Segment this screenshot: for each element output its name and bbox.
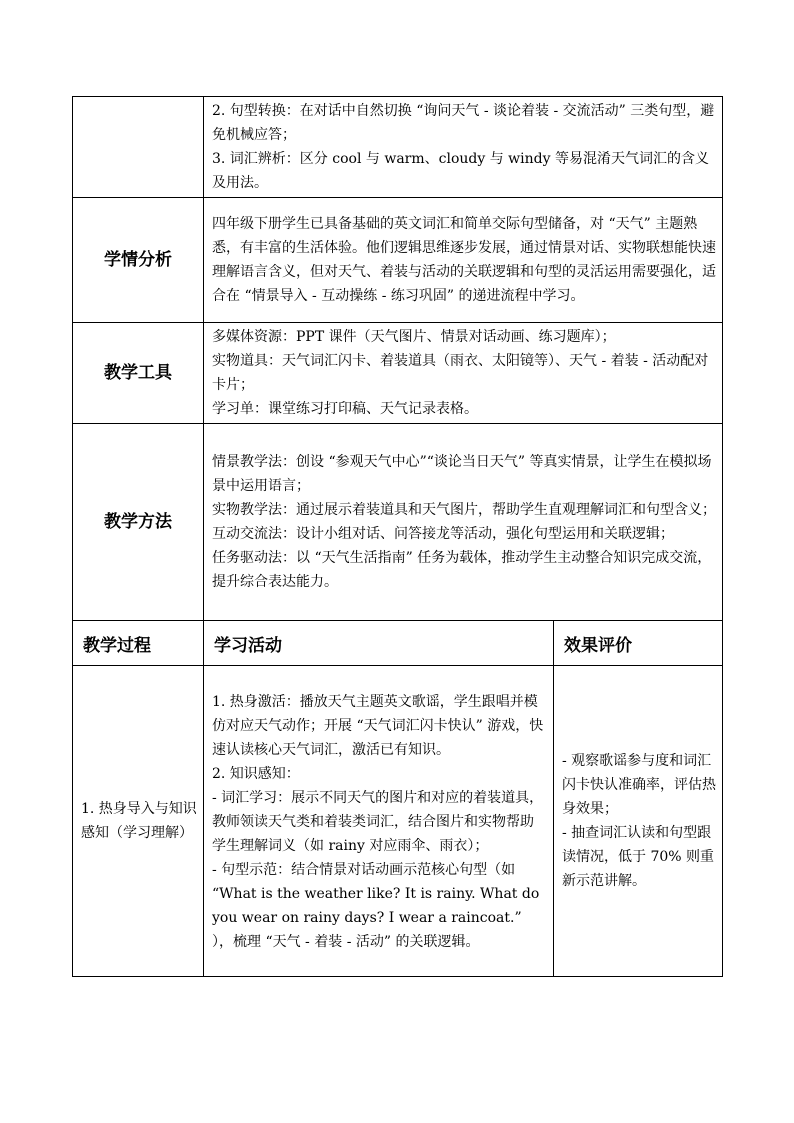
learner-analysis-label: 学情分析	[73, 198, 204, 323]
teaching-tools-label: 教学工具	[73, 323, 204, 424]
stage-row	[73, 666, 723, 977]
activity-line: 2. 知识感知：	[212, 766, 300, 782]
evaluation-line: - 观察歌谣参与度和词汇闪卡快认准确率，评估热身效果；	[562, 753, 716, 817]
teaching-methods-content	[204, 424, 723, 621]
objectives-continued-row	[73, 97, 723, 198]
method-line: 任务驱动法：以 “天气生活指南” 任务为载体，推动学生主动整合知识完成交流，提升综合表达能力。	[212, 550, 712, 590]
activity-line: - 词汇学习：展示不同天气的图片和对应的着装道具，教师领读天气类和着装类词汇，结合图片和实物帮助学生理解词义（如 rainy 对应雨伞、雨衣）；	[212, 790, 544, 854]
method-line: 实物教学法：通过展示着装道具和天气图片，帮助学生直观理解词汇和句型含义；	[212, 502, 716, 518]
teaching-tools-content	[204, 323, 723, 424]
evaluation-header: 效果评价	[554, 621, 723, 666]
stage-evaluation-cell	[554, 666, 723, 977]
teaching-methods-row	[73, 424, 723, 621]
teaching-methods-label: 教学方法	[73, 424, 204, 621]
activity-line: 1. 热身激活：播放天气主题英文歌谣，学生跟唱并模仿对应天气动作；开展 “天气词汇闪卡快认” 游戏，快速认读核心天气词汇，激活已有知识。	[212, 694, 544, 758]
teaching-tools-row	[73, 323, 723, 424]
process-header: 教学过程	[73, 621, 204, 666]
stage-activity-cell	[204, 666, 554, 977]
activity-header: 学习活动	[204, 621, 554, 666]
tool-line: 学习单：课堂练习打印稿、天气记录表格。	[212, 401, 478, 417]
objectives-continued-cell	[204, 97, 723, 198]
lesson-plan-table	[72, 96, 723, 977]
method-line: 互动交流法：设计小组对话、问答接龙等活动，强化句型运用和关联逻辑；	[212, 526, 674, 542]
tool-line: 实物道具：天气词汇闪卡、着装道具（雨衣、太阳镜等）、天气 - 着装 - 活动配对卡片；	[212, 353, 709, 393]
empty-label-cell	[73, 97, 204, 198]
tool-line: 多媒体资源：PPT 课件（天气图片、情景对话动画、练习题库）；	[212, 329, 616, 345]
stage-process-cell: 1. 热身导入与知识感知（学习理解）	[73, 666, 204, 977]
process-header-row	[73, 621, 723, 666]
learner-analysis-row	[73, 198, 723, 323]
method-line: 情景教学法：创设 “参观天气中心”“谈论当日天气” 等真实情景，让学生在模拟场景中运用语言；	[212, 454, 712, 494]
activity-line: - 句型示范：结合情景对话动画示范核心句型（如 “What is the weather like? It is rainy. What do you wear on rainy days? I wear a raincoat.” ），梳理 “天气 - 着装 - 活动” 的关联逻辑。	[212, 862, 540, 950]
evaluation-line: - 抽查词汇认读和句型跟读情况，低于 70% 则重新示范讲解。	[562, 825, 715, 889]
objective-item: 3. 词汇辨析：区分 cool 与 warm、cloudy 与 windy 等易混淆天气词汇的含义及用法。	[212, 151, 709, 191]
learner-analysis-content: 四年级下册学生已具备基础的英文词汇和简单交际句型储备，对 “天气” 主题熟悉，有丰富的生活体验。他们逻辑思维逐步发展，通过情景对话、实物联想能快速理解语言含义，但对天气、着装与活动的关联逻辑和句型的灵活运用需要强化，适合在 “情景导入 - 互动操练 - 练习巩固” 的递进流程中学习。	[204, 198, 723, 323]
objective-item: 2. 句型转换：在对话中自然切换 “询问天气 - 谈论着装 - 交流活动” 三类句型，避免机械应答；	[212, 103, 715, 143]
